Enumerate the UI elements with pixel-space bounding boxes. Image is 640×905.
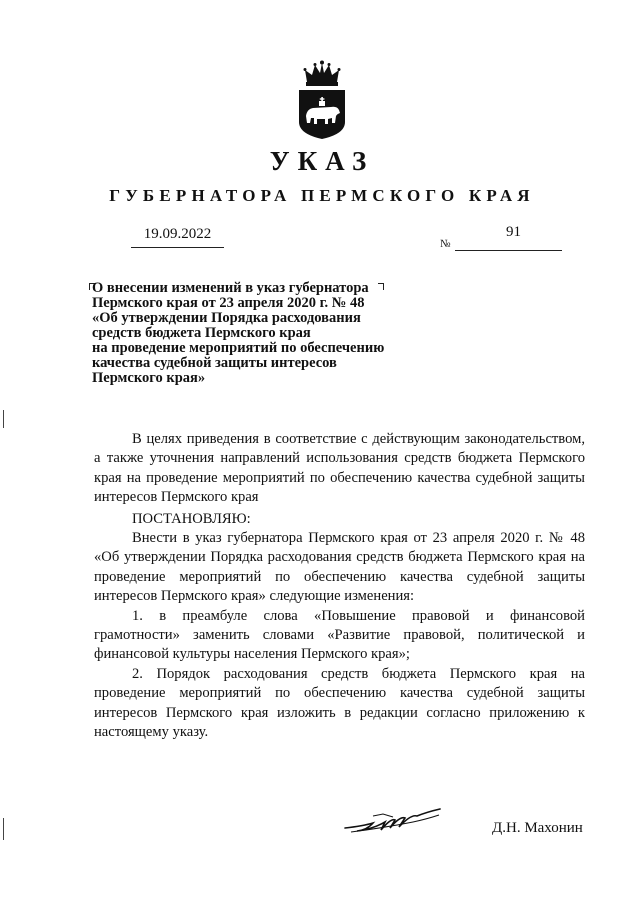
scan-margin-mark	[3, 410, 4, 428]
signatory-name: Д.Н. Махонин	[492, 820, 583, 836]
heading-line: средств бюджета Пермского края	[92, 325, 311, 341]
heading-line: Пермского края»	[92, 370, 206, 386]
heading-line: качества судебной защиты интересов	[92, 355, 337, 371]
amendment-item-1: 1. в преамбуле слова «Повышение правовой и финансовой грамотности» заменить словами «Развитие правовой, политической и финансовой культуры населения Пермского края»;	[94, 607, 585, 663]
handwritten-signature	[343, 806, 443, 836]
heading-line: «Об утверждении Порядка расходования	[92, 310, 361, 326]
number-field	[440, 224, 562, 254]
amendment-paragraph: Внести в указ губернатора Пермского края от 23 апреля 2020 г. № 48 «Об утверждении Порядка расходования средств бюджета Пермского края на проведение мероприятий по обеспечению качества судебной защиты интересов Пермского края» следующие изменения:	[94, 530, 585, 605]
date-field	[131, 226, 224, 248]
document-body	[94, 430, 585, 743]
document-subtitle: ГУБЕРНАТОРА ПЕРМСКОГО КРАЯ	[109, 186, 535, 205]
heading-line: Пермского края от 23 апреля 2020 г. № 48	[92, 295, 365, 311]
amendment-item-2: 2. Порядок расходования средств бюджета Пермского края на проведение мероприятий по обеспечению качества судебной защиты интересов Пермского края изложить в редакции согласно приложению к настоящему указу.	[94, 665, 585, 741]
document-date: 19.09.2022	[143, 226, 212, 242]
document-heading	[92, 281, 422, 386]
document-title: УКАЗ	[269, 146, 375, 176]
preamble-paragraph: В целях приведения в соответствие с действующим законодательством, а также уточнения направлений использования средств бюджета Пермского края на проведение мероприятий по обеспечению качества судебной защиты интересов Пермского края	[94, 431, 585, 506]
number-underline	[455, 250, 562, 251]
resolution-word: ПОСТАНОВЛЯЮ:	[132, 510, 251, 527]
document-number: 91	[506, 224, 521, 240]
date-underline	[131, 247, 224, 248]
heading-line: О внесении изменений в указ губернатора	[92, 280, 369, 296]
number-sign: №	[440, 238, 451, 250]
coat-of-arms-emblem	[295, 60, 349, 140]
heading-line: на проведение мероприятий по обеспечению	[92, 340, 385, 356]
scan-margin-mark	[3, 818, 4, 840]
